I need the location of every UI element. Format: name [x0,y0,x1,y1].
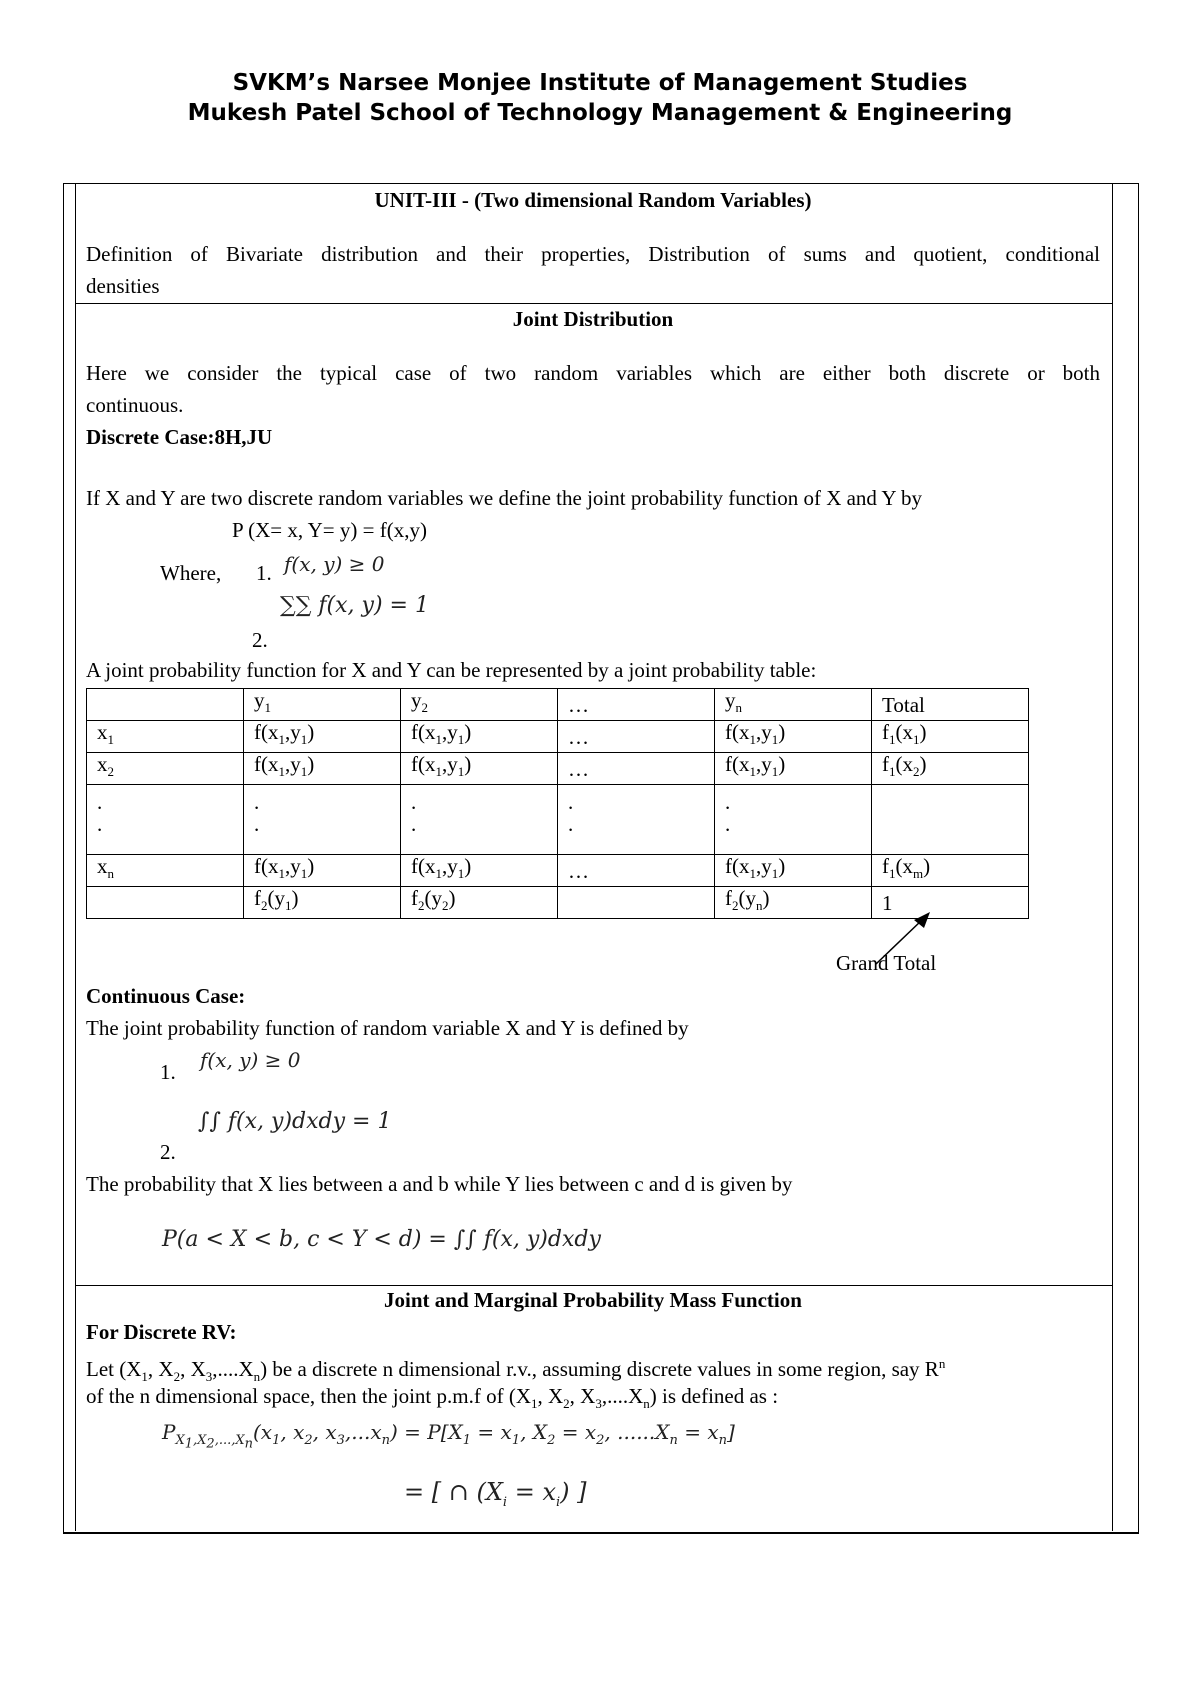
table-cell: $f_2(y_1)$ [244,887,401,919]
table-cell: $f(x_1,y_1)$ [401,855,558,887]
table-cell: $x_n$ [87,855,244,887]
table-cell: … [558,855,715,887]
table-cell: $f_1(x_1)$ [872,721,1029,753]
table-cell: . . [87,785,244,855]
table-row [87,785,1029,855]
section-divider [75,303,1112,304]
joint-intro-line-1: Here we consider the typical case of two random variables which are either both discrete or both [86,361,1100,385]
unit-title: UNIT-III - (Two dimensional Random Variables) [374,188,812,212]
table-cell: $y_1$ [244,689,401,721]
table-cell: $y_2$ [401,689,558,721]
joint-distribution-title: Joint Distribution [512,307,674,331]
table-cell: $f_1(x_2)$ [872,753,1029,785]
continuous-nonnegative: f(x, y) ≥ 0 [200,1048,301,1072]
joint-pmf-equation: $P_{X_1,X_2,...,X_n}(x_1$, $x_2$, $x_3,...x_n) = P[X_1 = x_1$, $X_2 = x_2$, $......X_n = x_n$] [162,1420,735,1452]
table-cell: $f_2(y_n)$ [715,887,872,919]
discrete-definition: If X and Y are two discrete random variables we define the joint probability function of X and Y by [86,486,923,510]
table-cell: . . [401,785,558,855]
school-name: Mukesh Patel School of Technology Management & Engineering [187,100,1013,126]
table-cell: . . [244,785,401,855]
pmf-equation: P (X= x, Y= y) = f(x,y) [232,518,427,542]
continuous-number-2: 2. [160,1140,176,1164]
table-cell: . . [715,785,872,855]
table-cell [87,689,244,721]
table-cell: $f(x_1,y_1)$ [244,753,401,785]
marginal-line-1: Let ($X_1$, $X_2$, $X_3,....X_n$) be a discrete n dimensional r.v., assuming discrete values in some region, say $R^n$ [86,1356,946,1385]
table-cell: 1 [872,887,1029,919]
table-cell: $x_2$ [87,753,244,785]
table-intro: A joint probability function for X and Y can be represented by a joint probability table: [86,658,817,682]
condition-sum-to-one: ∑∑ f(x, y) = 1 [280,593,429,618]
probability-text: The probability that X lies between a and b while Y lies between c and d is given by [86,1172,793,1196]
marginal-line-2: of the n dimensional space, then the joint p.m.f of ($X_1$, $X_2$, $X_3,....X_n$) is defined as : [86,1384,779,1412]
table-cell [872,785,1029,855]
condition-nonnegative: f(x, y) ≥ 0 [284,552,385,576]
table-cell: . . [558,785,715,855]
table-cell: … [558,689,715,721]
table-row [87,753,1029,785]
table-cell: $x_1$ [87,721,244,753]
table-cell: $f(x_1,y_1)$ [401,721,558,753]
table-cell: $f(x_1,y_1)$ [244,721,401,753]
institute-name: SVKM’s Narsee Monjee Institute of Management Studies [232,70,968,96]
table-cell: $f_1(x_m)$ [872,855,1029,887]
table-row [87,855,1029,887]
section-divider [75,1285,1112,1286]
table-cell: Total [872,689,1029,721]
probability-equation: P(a < X < b, c < Y < d) = ∫∫ f(x, y)dxdy [162,1227,601,1252]
continuous-case-heading: Continuous Case: [86,984,246,1008]
syllabus-line-2: densities [86,274,160,298]
continuous-definition: The joint probability function of random variable X and Y is defined by [86,1016,689,1040]
marginal-title: Joint and Marginal Probability Mass Function [384,1288,802,1312]
table-cell: … [558,721,715,753]
continuous-integral-one: ∫∫ f(x, y)dxdy = 1 [198,1109,392,1134]
condition-number-2: 2. [252,628,268,652]
table-header-row [87,689,1029,721]
table-cell: $f(x_1,y_1)$ [401,753,558,785]
syllabus-line-1: Definition of Bivariate distribution and their properties, Distribution of sums and quotient, conditional [86,242,1100,266]
table-cell: $f(x_1,y_1)$ [244,855,401,887]
table-cell: $f(x_1,y_1)$ [715,753,872,785]
intersection-equation: = [ ∩ $(X_i = x_i)$ ] [404,1478,587,1510]
table-row [87,721,1029,753]
grand-total-label: Grand Total [836,951,937,975]
discrete-rv-heading: For Discrete RV: [86,1320,237,1344]
table-cell [558,887,715,919]
discrete-case-heading: Discrete Case:8H,JU [86,425,273,449]
table-cell: $f_2(y_2)$ [401,887,558,919]
table-cell: $f(x_1,y_1)$ [715,721,872,753]
table-cell [87,887,244,919]
continuous-number-1: 1. [160,1060,176,1084]
where-label: Where, [160,561,222,585]
table-cell: … [558,753,715,785]
joint-probability-table [86,688,1029,919]
table-cell: $f(x_1,y_1)$ [715,855,872,887]
table-cell: $y_n$ [715,689,872,721]
joint-intro-line-2: continuous. [86,393,184,417]
condition-number-1: 1. [256,561,272,585]
